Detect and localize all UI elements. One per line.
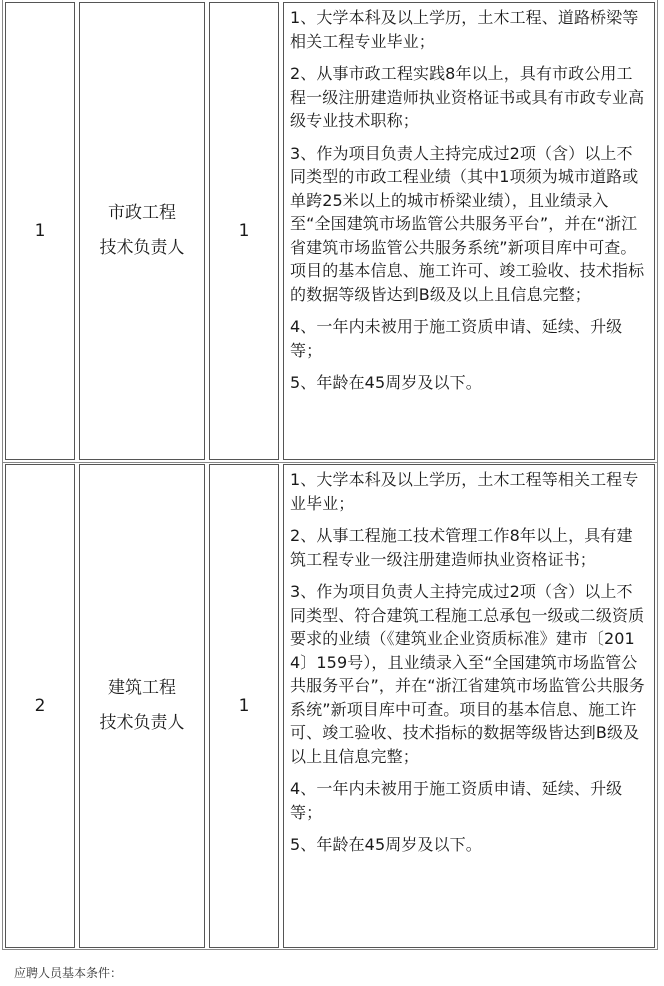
requirements-cell [283, 2, 655, 460]
position-title [79, 2, 205, 460]
requirement-item: 3、作为项目负责人主持完成过2项（含）以上不同类型的市政工程业绩（其中1项须为城市道路或单跨25米以上的城市桥梁业绩），且业绩录入至“全国建筑市场监管公共服务平台”，并在“浙江省建筑市场监管公共服务系统”新项目库中可查。项目的基本信息、施工许可、竣工验收、技术指标的数据等级皆达到B级及以上且信息完整； [290, 143, 645, 304]
position-title-line2: 技术负责人 [99, 713, 185, 733]
requirement-item: 5、年龄在45周岁及以下。 [290, 373, 482, 392]
headcount: 1 [209, 464, 279, 948]
requirement-item: 4、一年内未被用于施工资质申请、延续、升级等； [290, 779, 623, 822]
requirements-cell [283, 464, 655, 948]
requirement-item: 2、从事市政工程实践8年以上，具有市政公用工程一级注册建造师执业资格证书或具有市政专业高级专业技术职称； [290, 64, 645, 130]
row-number: 2 [5, 464, 75, 948]
requirements-table [2, 0, 658, 950]
position-title-line1: 市政工程 [108, 203, 176, 223]
requirement-item: 2、从事工程施工技术管理工作8年以上，具有建筑工程专业一级注册建造师执业资格证书； [290, 526, 633, 569]
row-number: 1 [5, 2, 75, 460]
position-title-line2: 技术负责人 [99, 238, 185, 258]
requirement-item: 1、大学本科及以上学历，土木工程、道路桥梁等相关工程专业毕业； [290, 8, 639, 51]
headcount: 1 [209, 2, 279, 460]
table-row [3, 462, 657, 950]
requirement-item: 4、一年内未被用于施工资质申请、延续、升级等； [290, 317, 623, 360]
table-row [3, 0, 657, 462]
requirement-item: 3、作为项目负责人主持完成过2项（含）以上不同类型、符合建筑工程施工总承包一级或二级资质要求的业绩（《建筑业企业资质标准》建市〔2014〕159号），且业绩录入至“全国建筑市场监管公共服务平台”，并在“浙江省建筑市场监管公共服务系统”新项目库中可查。项目的基本信息、施工许可、竣工验收、技术指标的数据等级皆达到B级及以上且信息完整； [290, 582, 645, 766]
footer-caption: 应聘人员基本条件： [14, 966, 123, 980]
position-title [79, 464, 205, 948]
requirement-item: 5、年龄在45周岁及以下。 [290, 835, 482, 854]
requirement-item: 1、大学本科及以上学历，土木工程等相关工程专业毕业； [290, 470, 639, 513]
position-title-line1: 建筑工程 [108, 678, 176, 698]
